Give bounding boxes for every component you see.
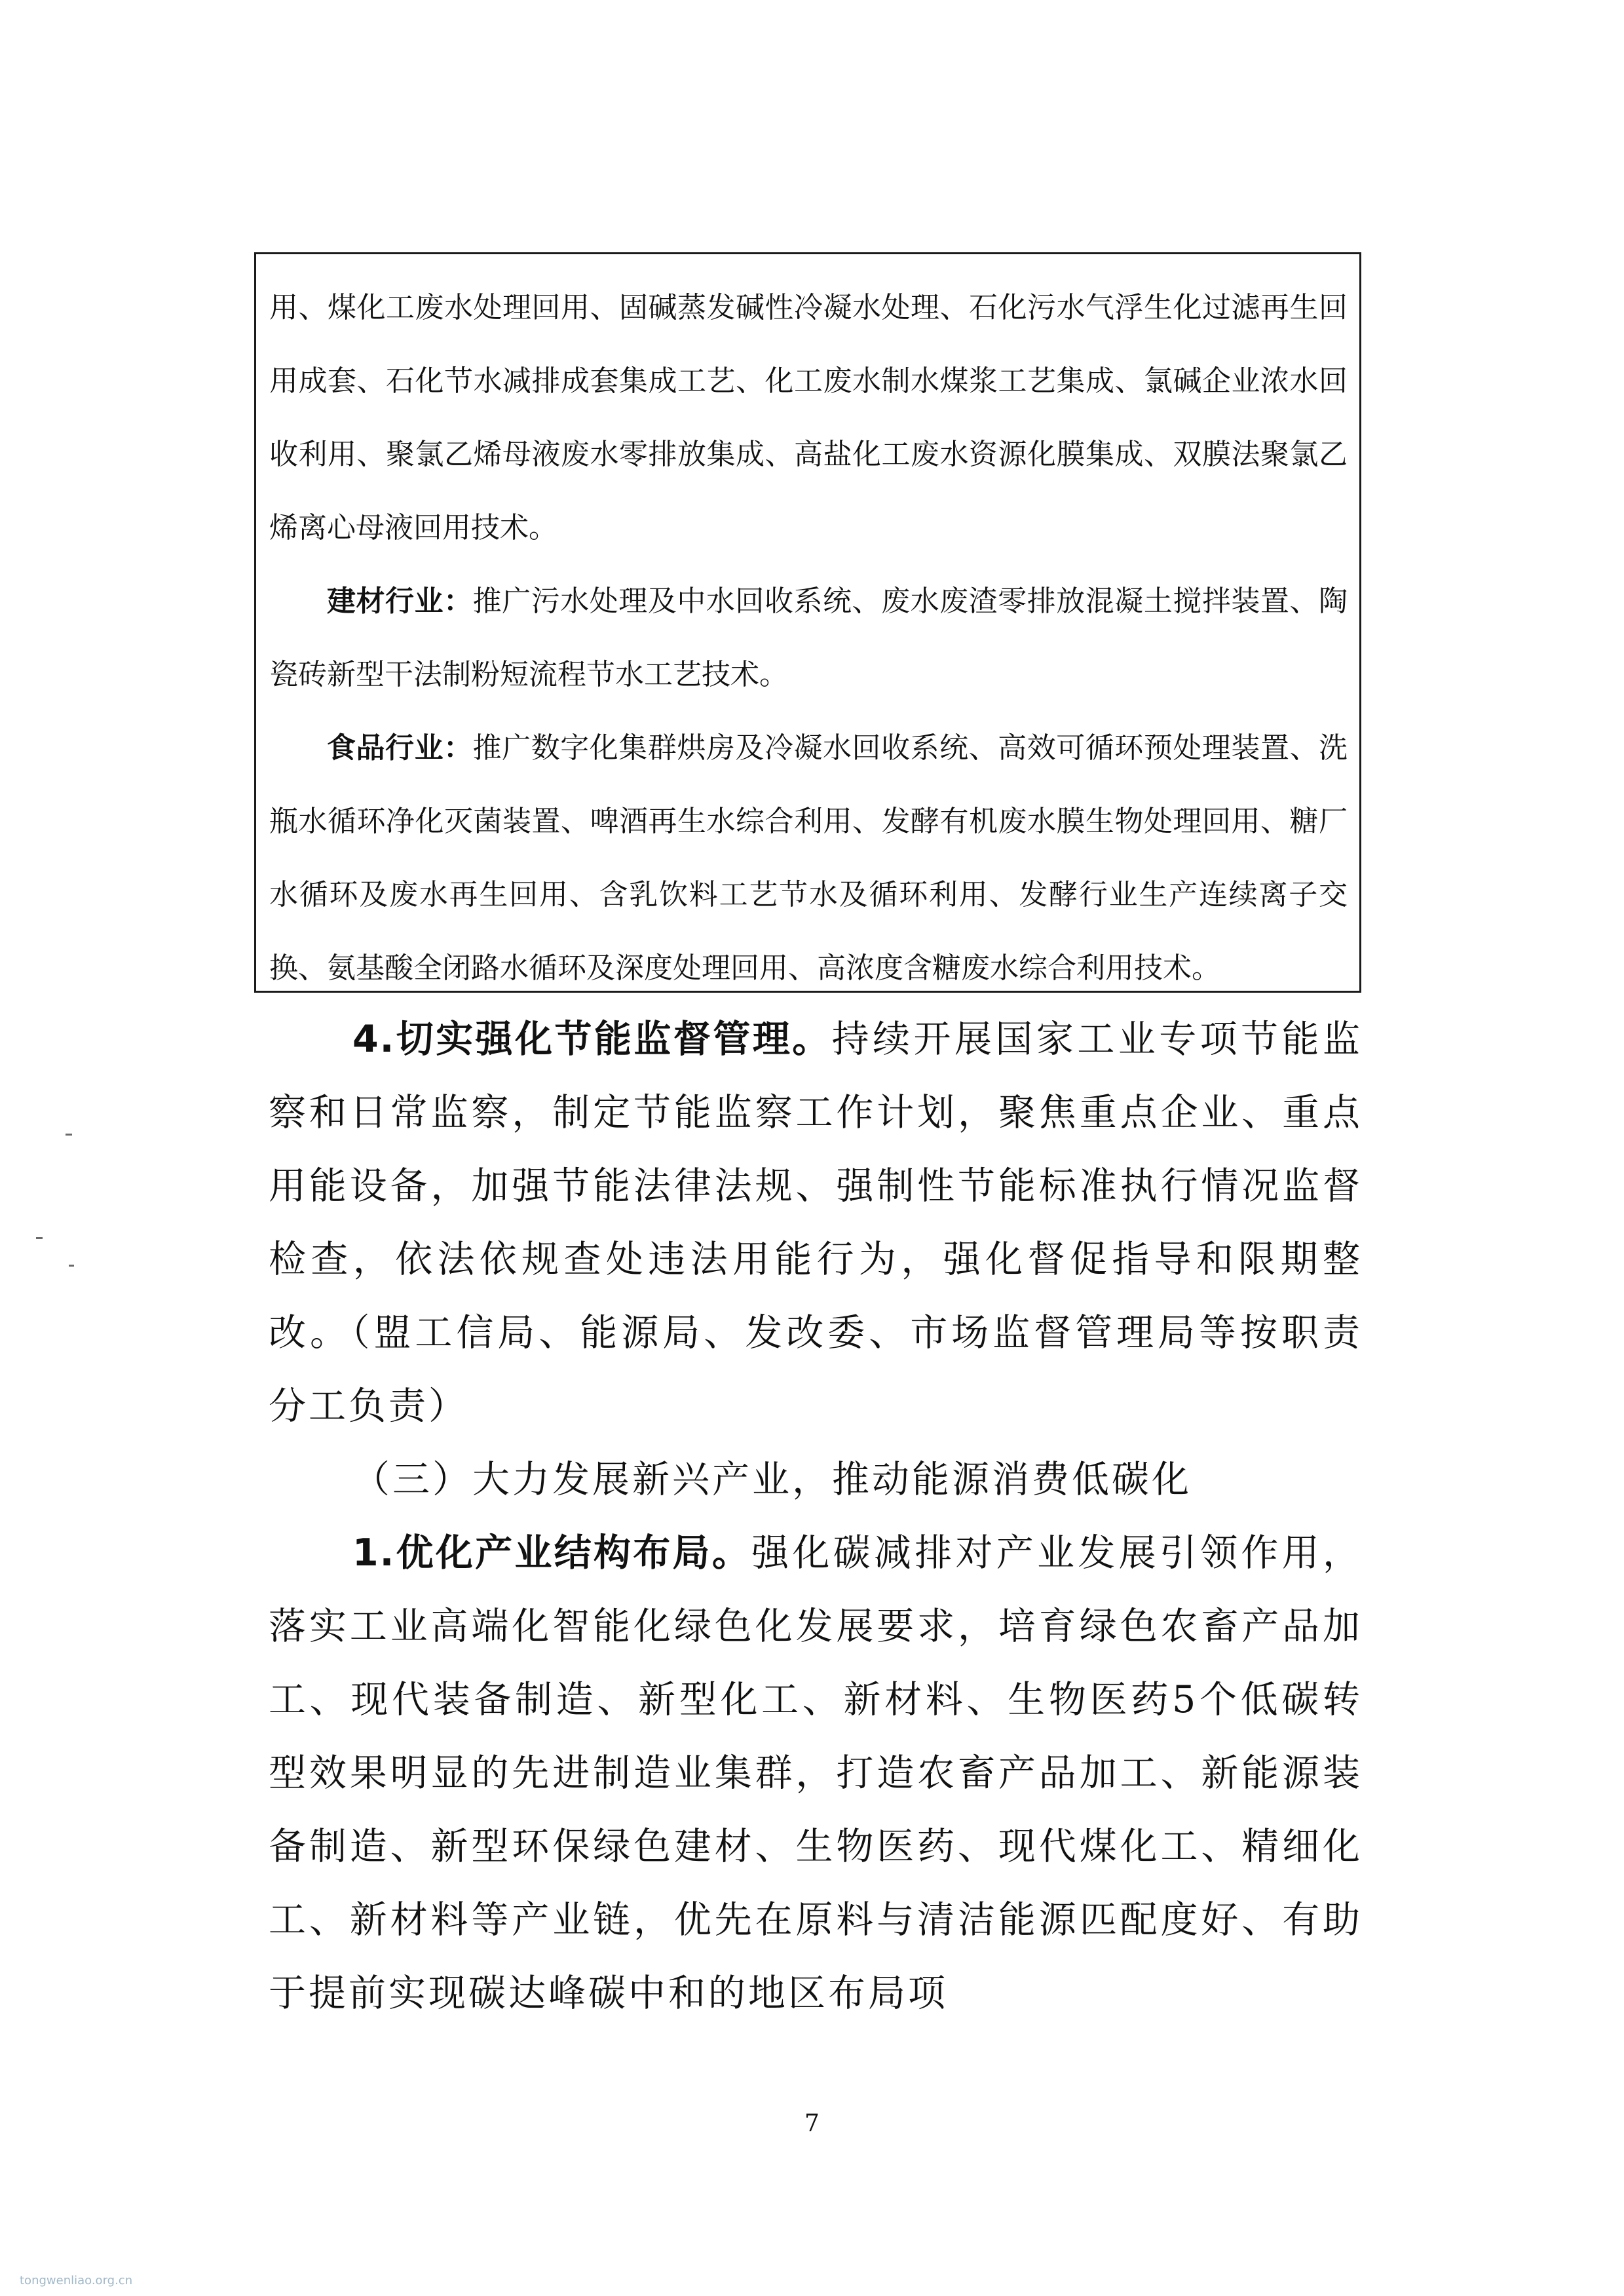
chem-industry-continuation: 用、煤化工废水处理回用、固碱蒸发碱性冷凝水处理、石化污水气浮生化过滤再生回用成套、石化节水减排成套集成工艺、化工废水制水煤浆工艺集成、氯碱企业浓水回收利用、聚氯乙烯母液废水零排放集成、高盐化工废水资源化膜集成、双膜法聚氯乙烯离心母液回用技术。 bbox=[269, 291, 1348, 545]
item-4-lead: 4.切实强化节能监督管理。 bbox=[352, 1018, 832, 1061]
item-1-lead: 1.优化产业结构布局。 bbox=[352, 1531, 752, 1575]
section-3-heading: （三）大力发展新兴产业，推动能源消费低碳化 bbox=[352, 1458, 1192, 1501]
item-4-text: 持续开展国家工业专项节能监察和日常监察，制定节能监察工作计划，聚焦重点企业、重点用能设备，加强节能法律法规、强制性节能标准执行情况监督检查，依法依规查处违法用能行为，强化督促指导和限期整改。（盟工信局、能源局、发改委、市场监督管理局等按职责分工负责） bbox=[269, 1018, 1363, 1428]
scan-speck bbox=[66, 1134, 72, 1136]
building-materials-text: 推广污水处理及中水回收系统、废水废渣零排放混凝土搅拌装置、陶瓷砖新型干法制粉短流程节水工艺技术。 bbox=[269, 584, 1348, 691]
food-industry-label: 食品行业： bbox=[327, 731, 473, 765]
food-industry-paragraph bbox=[269, 712, 1348, 1005]
building-materials-paragraph bbox=[269, 565, 1348, 712]
page-number: 7 bbox=[804, 2110, 820, 2137]
item-1-text: 强化碳减排对产业发展引领作用，落实工业高端化智能化绿色化发展要求，培育绿色农畜产品加工、现代装备制造、新型化工、新材料、生物医药5个低碳转型效果明显的先进制造业集群，打造农畜产品加工、新能源装备制造、新型环保绿色建材、生物医药、现代煤化工、精细化工、新材料等产业链，优先在原料与清洁能源匹配度好、有助于提前实现碳达峰碳中和的地区布局项 bbox=[269, 1531, 1363, 2015]
food-industry-text: 推广数字化集群烘房及冷凝水回收系统、高效可循环预处理装置、洗瓶水循环净化灭菌装置、啤酒再生水综合利用、发酵有机废水膜生物处理回用、糖厂水循环及废水再生回用、含乳饮料工艺节水及循环利用、发酵行业生产连续离子交换、氨基酸全闭路水循环及深度处理回用、高浓度含糖废水综合利用技术。 bbox=[269, 731, 1348, 985]
body-text bbox=[269, 1003, 1363, 2030]
scan-speck bbox=[69, 1265, 74, 1267]
industry-technology-box bbox=[254, 252, 1361, 993]
building-materials-label: 建材行业： bbox=[327, 584, 473, 618]
watermark: tongwenliao.org.cn bbox=[20, 2274, 133, 2287]
item-4-paragraph bbox=[269, 1003, 1363, 1443]
item-1-paragraph bbox=[269, 1516, 1363, 2030]
scan-speck bbox=[36, 1237, 43, 1239]
